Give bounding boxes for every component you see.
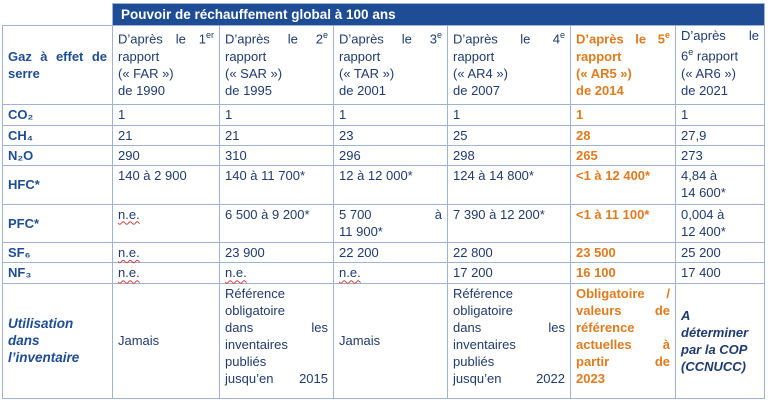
table-row — [3, 243, 765, 263]
table-cell: 17 200 — [448, 263, 571, 283]
usage-line: (CCNUCC) — [681, 358, 746, 374]
table-cell: 23 — [334, 125, 448, 145]
table-cell: 296 — [334, 145, 448, 165]
usage-line: obligatoire — [225, 302, 285, 318]
usage-word: dans — [225, 319, 254, 335]
gas-label: NF₃ — [3, 263, 113, 283]
usage-line: jusqu’en 2015 — [225, 370, 328, 386]
header-far — [113, 26, 220, 105]
usage-line: 2023 — [576, 370, 605, 386]
table-cell: 6 500 à 9 200* — [220, 204, 334, 242]
usage-word: à — [662, 336, 670, 352]
usage-header — [3, 283, 113, 399]
gas-label: HFC* — [3, 166, 113, 204]
header-row — [3, 26, 765, 105]
usage-line: Référence — [225, 285, 285, 301]
usage-line: déterminer — [681, 324, 749, 340]
table-cell: 265 — [571, 145, 676, 165]
ghg-header: Gaz à effet de serre — [3, 26, 113, 105]
usage-sar — [220, 283, 334, 399]
gas-label: CO₂ — [3, 105, 113, 125]
cell-line: 14 600* — [681, 185, 726, 201]
ar5-l4: de 2014 — [576, 82, 624, 98]
table-cell: 21 — [220, 125, 334, 145]
table-row — [3, 125, 765, 145]
title-row — [3, 4, 765, 26]
table-cell: 1 — [334, 105, 448, 125]
table-cell: 27,9 — [676, 125, 765, 145]
ar6-l1: D’après le — [681, 28, 760, 44]
table-cell: 21 — [113, 125, 220, 145]
usage-line: A — [681, 307, 691, 323]
tar-l4: de 2001 — [339, 82, 386, 98]
usage-word: valeurs — [576, 302, 622, 318]
gas-label: PFC* — [3, 204, 113, 242]
ar4-l4: de 2007 — [453, 82, 500, 98]
usage-line: référence — [576, 319, 635, 335]
tar-l2: rapport — [339, 48, 381, 64]
table-row — [3, 263, 765, 283]
table-cell: 28 — [571, 125, 676, 145]
cell-line: 12 400* — [681, 223, 726, 239]
ar4-l2: rapport — [453, 48, 495, 64]
ar4-l1: D’après le 4e — [453, 30, 565, 47]
usage-header-l1: Utilisation — [8, 316, 74, 332]
sar-l4: de 1995 — [225, 82, 272, 98]
usage-line: jusqu’en 2022 — [453, 370, 565, 386]
usage-header-l2: dans — [8, 333, 40, 349]
ne-text: n.e. — [225, 265, 247, 281]
usage-line — [225, 319, 328, 336]
table-row — [3, 166, 765, 204]
corner-cell — [3, 4, 113, 26]
header-sar — [220, 26, 334, 105]
table-cell: 25 — [448, 125, 571, 145]
usage-tar: Jamais — [334, 283, 448, 399]
header-ar6 — [676, 26, 765, 105]
gas-label: CH₄ — [3, 125, 113, 145]
ar6-l3: (« AR6 ») — [681, 65, 736, 81]
table-cell: 124 à 14 800* — [448, 166, 571, 204]
ar4-l3: (« AR4 ») — [453, 65, 508, 81]
table-cell: 1 — [676, 105, 765, 125]
table-cell: 23 500 — [571, 243, 676, 263]
usage-header-l3: l’inventaire — [8, 350, 80, 366]
usage-line: obligatoire — [453, 302, 513, 318]
cell-part: à — [434, 206, 442, 222]
table-cell: 1 — [448, 105, 571, 125]
table-cell: 140 à 11 700* — [220, 166, 334, 204]
cell-part: 5 700 — [339, 206, 372, 222]
table-cell — [334, 263, 448, 283]
table-cell: 22 200 — [334, 243, 448, 263]
table-cell: 1 — [220, 105, 334, 125]
table-cell: 1 — [113, 105, 220, 125]
cell-line: 11 900* — [339, 223, 383, 239]
usage-line: Obligatoire / — [576, 285, 670, 301]
gas-label: SF₆ — [3, 243, 113, 263]
far-l1: D’après le 1er — [118, 30, 214, 47]
usage-line — [576, 302, 670, 319]
sar-l2: rapport — [225, 48, 267, 64]
usage-word: partir — [576, 353, 610, 369]
gas-label: N₂O — [3, 145, 113, 165]
cell-line — [339, 206, 442, 223]
table-cell: 25 200 — [676, 243, 765, 263]
table-row — [3, 145, 765, 165]
usage-row — [3, 283, 765, 399]
cell-line: 4,84 à — [681, 168, 718, 184]
far-l4: de 1990 — [118, 82, 165, 98]
usage-ar6 — [676, 283, 765, 399]
table-cell: 298 — [448, 145, 571, 165]
table-cell: 12 à 12 000* — [334, 166, 448, 204]
table-cell — [220, 263, 334, 283]
usage-word: dans — [453, 319, 482, 335]
table-cell: 1 — [571, 105, 676, 125]
table-cell — [113, 243, 220, 263]
ne-text: n.e. — [118, 245, 140, 261]
usage-word: de — [654, 353, 670, 369]
usage-far: Jamais — [113, 283, 220, 399]
ar6-l4: de 2021 — [681, 82, 728, 98]
tar-l3: (« TAR ») — [339, 65, 395, 81]
table-cell — [113, 263, 220, 283]
header-ar4 — [448, 26, 571, 105]
table-cell: 17 400 — [676, 263, 765, 283]
usage-word: actuelles — [576, 336, 632, 352]
ar5-l3: (« AR5 ») — [576, 65, 632, 81]
usage-line — [576, 353, 670, 370]
usage-line: Référence — [453, 285, 513, 301]
far-l2: rapport — [118, 48, 160, 64]
usage-line: inventaires — [453, 336, 516, 352]
usage-line: publiés — [453, 353, 495, 369]
table-cell: <1 à 11 100* — [571, 204, 676, 242]
ne-text: n.e. — [118, 206, 140, 222]
table-cell: 7 390 à 12 200* — [448, 204, 571, 242]
gwp-table — [2, 3, 765, 399]
table-cell: 273 — [676, 145, 765, 165]
table-cell: 16 100 — [571, 263, 676, 283]
table-cell — [334, 204, 448, 242]
usage-line: inventaires — [225, 336, 288, 352]
far-l3: (« FAR ») — [118, 65, 174, 81]
table-cell: 22 800 — [448, 243, 571, 263]
table-cell: 140 à 2 900 — [113, 166, 220, 204]
table-title: Pouvoir de réchauffement global à 100 ans — [113, 4, 765, 26]
table-row — [3, 105, 765, 125]
sar-l1: D’après le 2e — [225, 30, 328, 47]
usage-line — [576, 336, 670, 353]
table-cell: 310 — [220, 145, 334, 165]
usage-word: de — [654, 302, 670, 318]
usage-line — [453, 319, 565, 336]
ar5-l1: D’après le 5e — [576, 30, 670, 47]
ar5-l2: rapport — [576, 48, 622, 64]
ne-text: n.e. — [339, 265, 361, 281]
usage-ar5 — [571, 283, 676, 399]
table-cell — [676, 204, 765, 242]
cell-line: 0,004 à — [681, 206, 725, 222]
sar-l3: (« SAR ») — [225, 65, 283, 81]
usage-line: publiés — [225, 353, 267, 369]
usage-word: les — [548, 319, 565, 335]
table-cell — [676, 166, 765, 204]
header-tar — [334, 26, 448, 105]
table-cell: 290 — [113, 145, 220, 165]
usage-ar4 — [448, 283, 571, 399]
table-cell: 23 900 — [220, 243, 334, 263]
ar6-l2: 6e rapport — [681, 47, 739, 64]
table-cell — [113, 204, 220, 242]
header-ar5 — [571, 26, 676, 105]
table-row — [3, 204, 765, 242]
usage-line: par la COP — [681, 341, 748, 357]
ne-text: n.e. — [118, 265, 140, 281]
usage-word: les — [311, 319, 328, 335]
tar-l1: D’après le 3e — [339, 30, 442, 47]
table-cell: <1 à 12 400* — [571, 166, 676, 204]
